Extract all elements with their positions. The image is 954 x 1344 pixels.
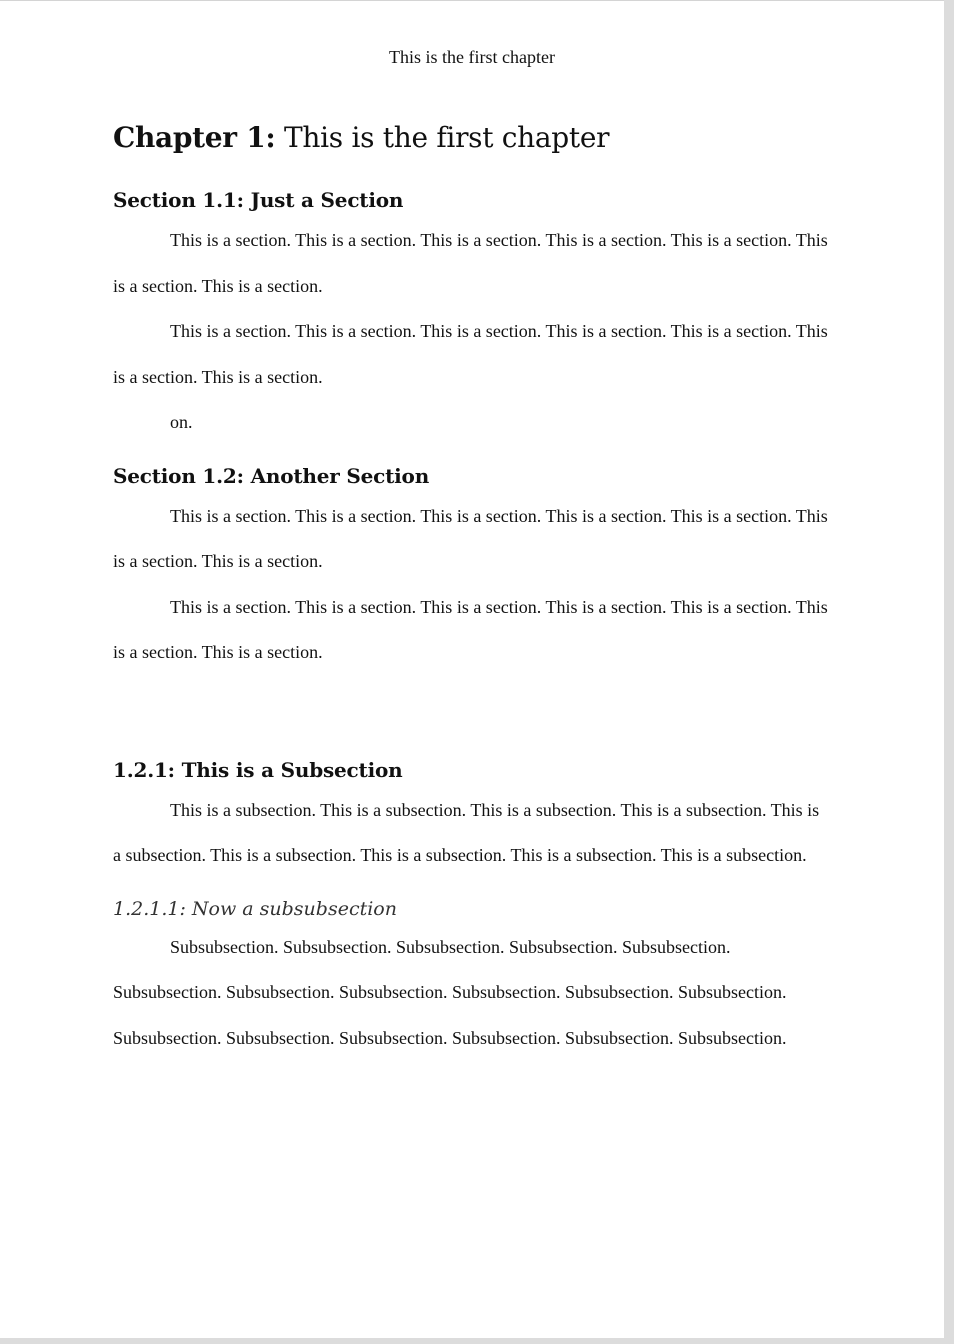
paragraph: This is a section. This is a section. This is a section. This is a section. This is a section. This is a section. This is a section. [113,321,828,387]
paragraph: This is a section. This is a section. This is a section. This is a section. This is a section. This is a section. This is a section. [113,505,828,571]
section-heading: Section 1.1: Just a Section [113,188,404,212]
paragraph: This is a section. This is a section. This is a section. This is a section. This is a section. This is a section. This is a section. [113,230,828,296]
paragraph: This is a section. This is a section. This is a section. This is a section. This is a section. This is a section. This is a section. [113,596,828,662]
paragraph: on. [170,412,193,432]
subsection-heading: 1.2.1: This is a Subsection [113,757,403,782]
running-header: This is the first chapter [389,47,555,67]
chapter-title-text: This is the first chapter [284,121,610,154]
paragraph: This is a subsection. This is a subsection. This is a subsection. This is a subsection. This is a subsection. This is a subsection. This is a subsection. This is a subsection. This is a subsection. [113,799,820,865]
paragraph: Subsubsection. Subsubsection. Subsubsection. Subsubsection. Subsubsection. Subsubsection. Subsubsection. Subsubsection. Subsubsection. Subsubsection. Subsubsection. Subsubsection. Subsubsection. Subsubsection. Subsubsection. Subsubsection. Subsubsection. [113,936,787,1048]
section-heading: Section 1.2: Another Section [113,463,430,488]
chapter-number: Chapter 1: [113,121,276,154]
chapter-title [113,117,829,159]
document-body [113,117,829,1061]
subsubsection-heading: 1.2.1.1: Now a subsubsection [113,897,397,920]
